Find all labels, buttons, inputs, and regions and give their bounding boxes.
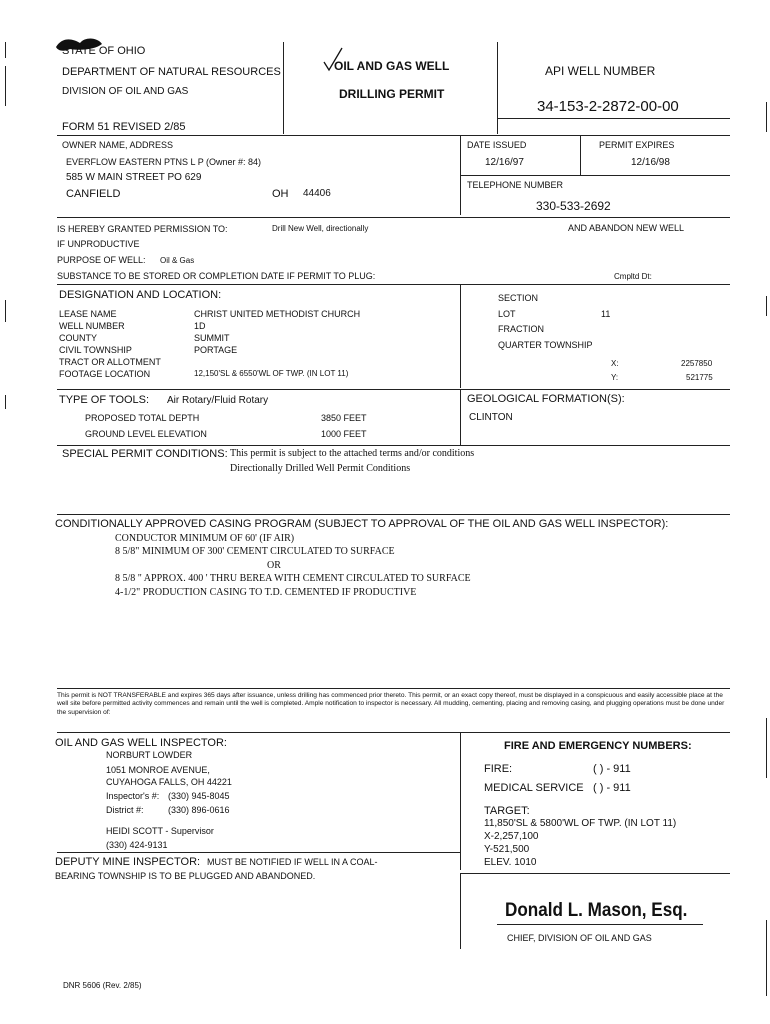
margin-mark: [5, 66, 6, 106]
designation-divider: [460, 284, 461, 388]
casing-line3: OR: [267, 560, 281, 571]
date-issued: 12/16/97: [485, 157, 524, 168]
target-line2: X-2,257,100: [484, 831, 539, 842]
inspector-address1: 1051 MONROE AVENUE,: [106, 765, 210, 775]
casing-line4: 8 5/8 " APPROX. 400 ' THRU BEREA WITH CEMENT CIRCULATED TO SURFACE: [115, 573, 471, 584]
rule-tools-bottom: [57, 445, 730, 446]
owner-city: CANFIELD: [66, 188, 121, 200]
fraction-label: FRACTION: [498, 324, 544, 334]
owner-zip: 44406: [303, 188, 331, 199]
unproductive-label: IF UNPRODUCTIVE: [57, 239, 140, 249]
fire-label: FIRE:: [484, 763, 513, 775]
transfer-notice: This permit is NOT TRANSFERABLE and expires 365 days after issuance, unless drilling has commenced prior thereto. This permit, or an exact copy thereof, must be displayed in a conspicuous and easily accessible place at the well site before permitted activity commences and remain until the well is completed. Ample notification to inspector is necessary. All mudding, cementing, placing and removing casing, and plugging operations must be done under the supervision of:: [57, 692, 725, 716]
telephone-number: 330-533-2692: [536, 199, 611, 213]
total-depth: 3850 FEET: [321, 413, 367, 423]
state-label: STATE OF OHIO: [62, 45, 146, 57]
civil-township-label: CIVIL TOWNSHIP: [59, 345, 132, 355]
section-label: SECTION: [498, 293, 539, 303]
geological-formation: CLINTON: [469, 412, 513, 423]
supervisor-name: HEIDI SCOTT - Supervisor: [106, 826, 214, 836]
owner-street: 585 W MAIN STREET PO 629: [66, 172, 202, 183]
lease-name: CHRIST UNITED METHODIST CHURCH: [194, 309, 361, 319]
civil-township: PORTAGE: [194, 345, 238, 355]
api-number: 34-153-2-2872-00-00: [537, 98, 679, 115]
rule-emergency-bottom: [460, 873, 730, 874]
department-label: DEPARTMENT OF NATURAL RESOURCES: [62, 66, 281, 78]
page-title: OIL AND GAS WELL: [334, 59, 450, 73]
purpose-label: PURPOSE OF WELL:: [57, 255, 146, 265]
signature-underline: [497, 924, 703, 925]
target-line4: ELEV. 1010: [484, 857, 537, 868]
inspector-name: NORBURT LOWDER: [106, 750, 193, 760]
total-depth-label: PROPOSED TOTAL DEPTH: [85, 413, 200, 423]
tools-divider: [460, 389, 461, 445]
designation-heading: DESIGNATION AND LOCATION:: [59, 289, 222, 301]
casing-heading: CONDITIONALLY APPROVED CASING PROGRAM (SUBJECT TO APPROVAL OF THE OIL AND GAS WELL INSPECTOR):: [55, 518, 669, 530]
signature-name: Donald L. Mason, Esq.: [505, 900, 688, 921]
tools-value: Air Rotary/Fluid Rotary: [167, 395, 269, 406]
footage-location: 12,150'SL & 6550'WL OF TWP. (IN LOT 11): [194, 369, 349, 378]
medical-service-label: MEDICAL SERVICE: [484, 782, 584, 794]
tract-label: TRACT OR ALLOTMENT: [59, 357, 161, 367]
lot-label: LOT: [498, 309, 516, 319]
footer-form-number: DNR 5606 (Rev. 2/85): [63, 981, 142, 990]
completion-date-label: Cmpltd Dt:: [614, 272, 652, 281]
division-label: DIVISION OF OIL AND GAS: [62, 86, 189, 97]
casing-line2: 8 5/8" MINIMUM OF 300' CEMENT CIRCULATED TO SURFACE: [115, 546, 395, 557]
telephone-label: TELEPHONE NUMBER: [467, 180, 564, 190]
inspector-number: (330) 945-8045: [168, 791, 230, 801]
tools-label: TYPE OF TOOLS:: [59, 394, 150, 406]
ground-elevation: 1000 FEET: [321, 429, 367, 439]
district-number-label: District #:: [106, 805, 144, 815]
inspector-number-label: Inspector's #:: [106, 791, 160, 801]
deputy-label: DEPUTY MINE INSPECTOR:: [55, 856, 201, 868]
lot-value: 11: [601, 309, 611, 319]
margin-mark: [766, 102, 767, 132]
margin-mark: [766, 718, 767, 778]
well-number-label: WELL NUMBER: [59, 321, 125, 331]
y-value: 521775: [686, 373, 713, 382]
rule-form51: [57, 135, 730, 136]
margin-mark: [5, 395, 6, 409]
signature-divider: [460, 873, 461, 949]
abandon-label: AND ABANDON NEW WELL: [568, 223, 685, 233]
header-divider-right: [497, 42, 498, 134]
y-label: Y:: [611, 373, 619, 382]
owner-name: EVERFLOW EASTERN PTNS L P (Owner #: 84): [66, 157, 262, 167]
rule-deputy-top: [57, 852, 460, 853]
signature-title: CHIEF, DIVISION OF OIL AND GAS: [507, 933, 652, 943]
header-divider-left: [283, 42, 284, 134]
api-label: API WELL NUMBER: [545, 64, 656, 78]
purpose-value: Oil & Gas: [160, 256, 195, 265]
rule-substance: [57, 284, 730, 285]
rule-dates: [460, 175, 730, 176]
district-number: (330) 896-0616: [168, 805, 230, 815]
owner-state: OH: [272, 188, 289, 200]
margin-mark: [5, 300, 6, 322]
x-value: 2257850: [681, 359, 713, 368]
well-number: 1D: [194, 321, 206, 331]
date-issued-label: DATE ISSUED: [467, 140, 527, 150]
special-conditions-line1: This permit is subject to the attached terms and/or conditions: [230, 448, 475, 459]
rule-inspector-top: [57, 732, 730, 733]
api-underline: [497, 118, 730, 119]
permission-value: Drill New Well, directionally: [272, 224, 369, 233]
special-conditions-line2: Directionally Drilled Well Permit Conditions: [230, 463, 411, 474]
target-line1: 11,850'SL & 5800'WL OF TWP. (IN LOT 11): [484, 818, 677, 829]
lease-name-label: LEASE NAME: [59, 309, 117, 319]
target-line3: Y-521,500: [484, 844, 530, 855]
issued-expires-divider: [580, 135, 581, 175]
substance-label: SUBSTANCE TO BE STORED OR COMPLETION DATE IF PERMIT TO PLUG:: [57, 271, 376, 281]
margin-mark: [5, 42, 6, 58]
permit-expires: 12/16/98: [631, 157, 670, 168]
inspector-divider: [460, 732, 461, 870]
deputy-text2: BEARING TOWNSHIP IS TO BE PLUGGED AND ABANDONED.: [55, 871, 316, 881]
deputy-text1: MUST BE NOTIFIED IF WELL IN A COAL-: [207, 857, 378, 867]
emergency-heading: FIRE AND EMERGENCY NUMBERS:: [504, 740, 692, 752]
casing-line1: CONDUCTOR MINIMUM OF 60' (IF AIR): [115, 533, 295, 544]
ground-elevation-label: GROUND LEVEL ELEVATION: [85, 429, 207, 439]
target-label: TARGET:: [484, 805, 530, 817]
special-conditions-label: SPECIAL PERMIT CONDITIONS:: [62, 448, 228, 460]
rule-casing-top: [57, 514, 730, 515]
rule-owner-bottom: [57, 217, 730, 218]
margin-mark: [766, 296, 767, 316]
inspector-heading: OIL AND GAS WELL INSPECTOR:: [55, 737, 227, 749]
permit-expires-label: PERMIT EXPIRES: [599, 140, 675, 150]
casing-line5: 4-1/2" PRODUCTION CASING TO T.D. CEMENTED IF PRODUCTIVE: [115, 587, 417, 598]
owner-label: OWNER NAME, ADDRESS: [62, 140, 174, 150]
inspector-address2: CUYAHOGA FALLS, OH 44221: [106, 777, 232, 787]
fire-number: ( ) - 911: [593, 763, 631, 775]
geological-formation-label: GEOLOGICAL FORMATION(S):: [467, 393, 625, 405]
supervisor-phone: (330) 424-9131: [106, 840, 168, 850]
form-number: FORM 51 REVISED 2/85: [62, 121, 186, 133]
footage-label: FOOTAGE LOCATION: [59, 369, 151, 379]
rule-designation-bottom: [57, 389, 730, 390]
county-label: COUNTY: [59, 333, 97, 343]
rule-notice-top: [57, 688, 730, 689]
quarter-township-label: QUARTER TOWNSHIP: [498, 340, 593, 350]
permission-label: IS HEREBY GRANTED PERMISSION TO:: [57, 224, 228, 234]
page-subtitle: DRILLING PERMIT: [339, 87, 445, 101]
x-label: X:: [611, 359, 619, 368]
margin-mark: [766, 920, 767, 996]
county: SUMMIT: [194, 333, 230, 343]
medical-service-number: ( ) - 911: [593, 782, 631, 794]
